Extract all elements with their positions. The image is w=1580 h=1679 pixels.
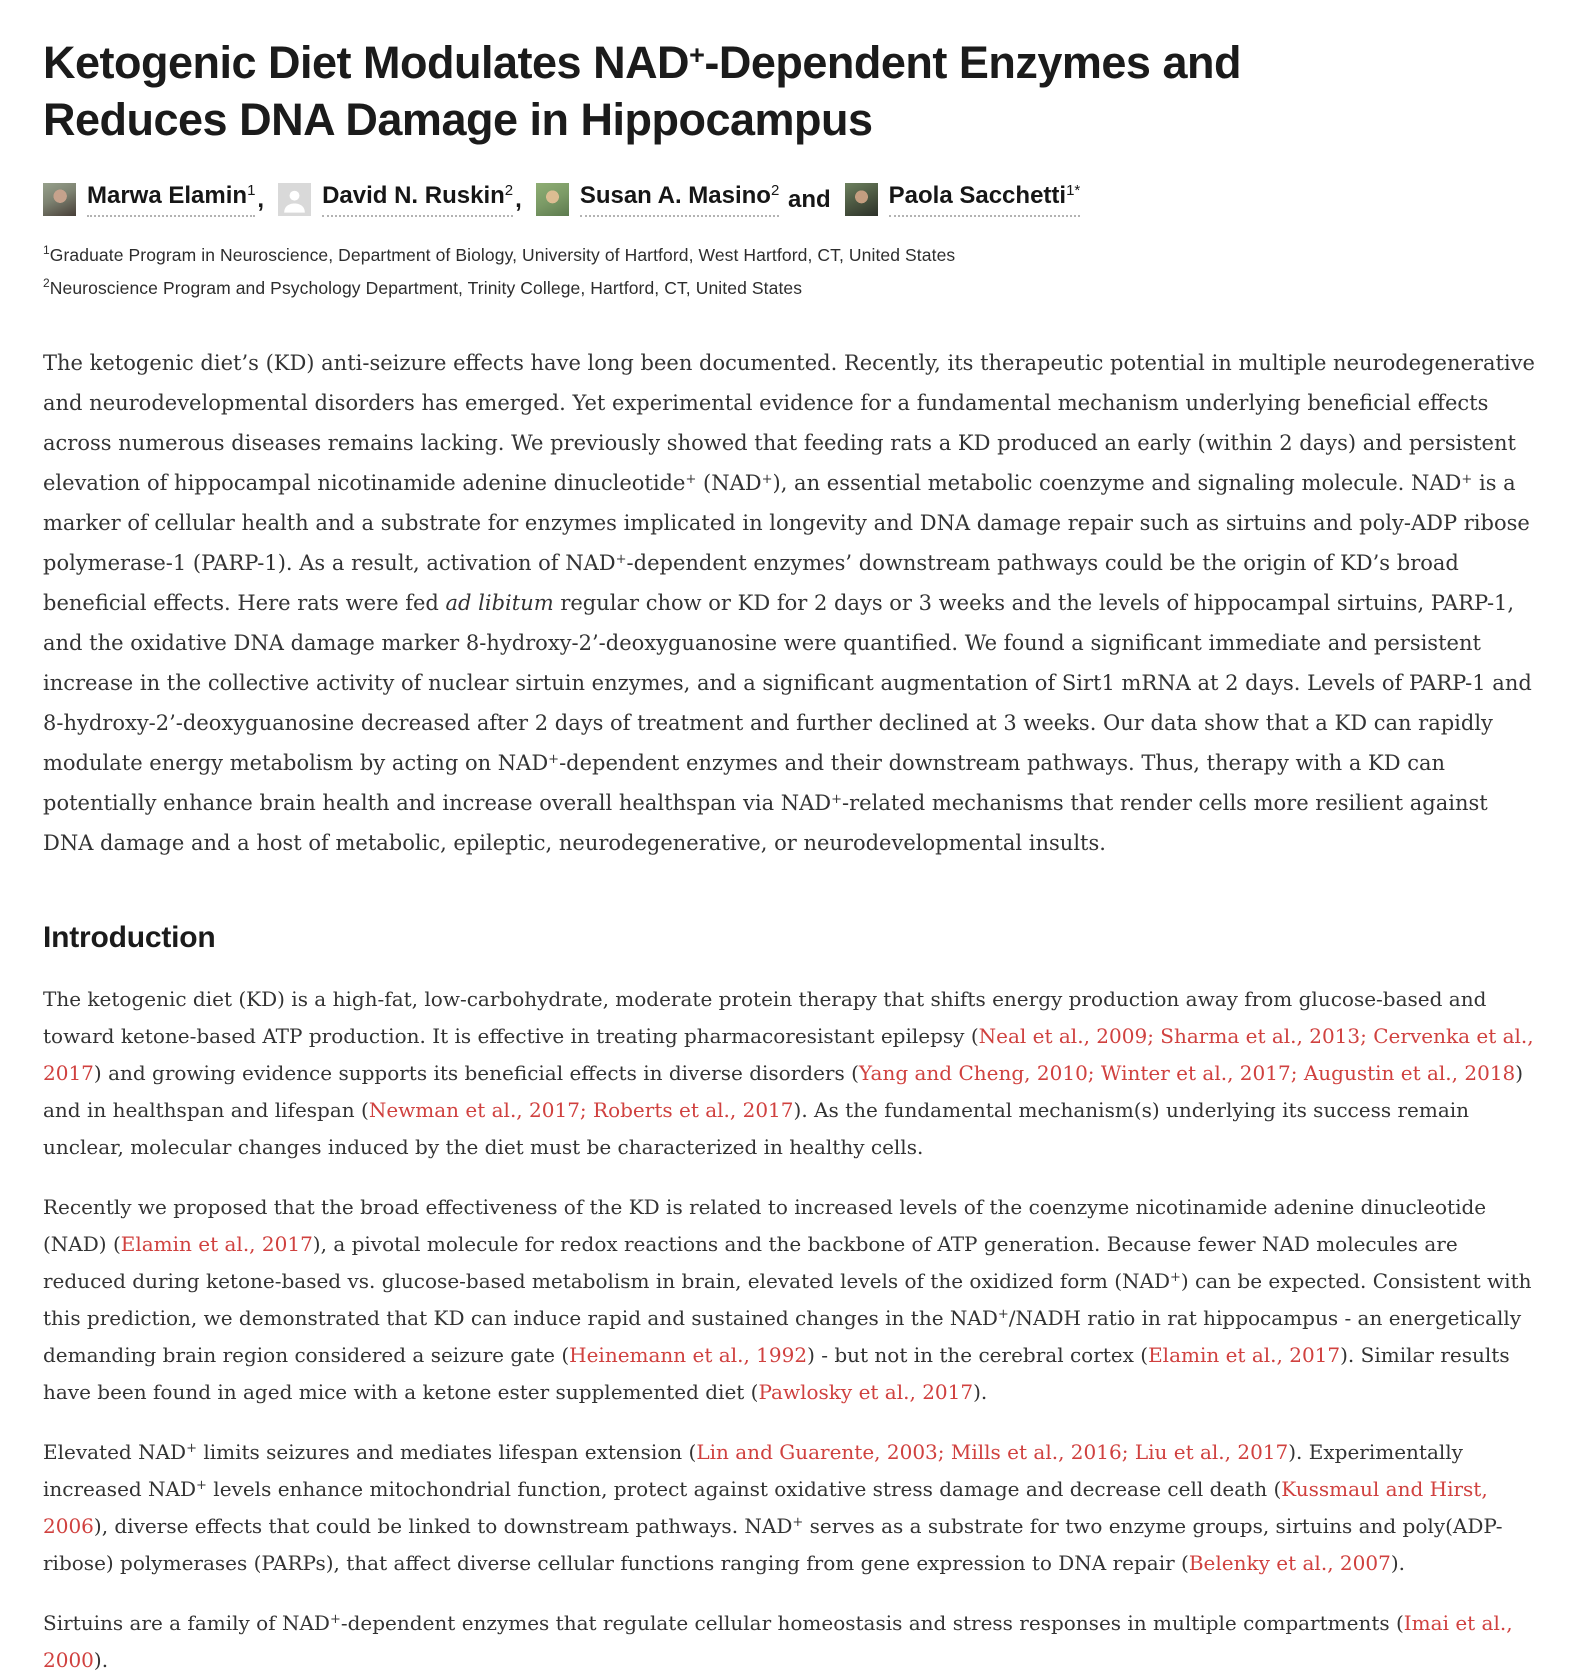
citation-link[interactable]: Elamin et al., 2017	[120, 1232, 313, 1256]
citation-link[interactable]: Kussmaul and Hirst, 2006	[43, 1477, 1488, 1538]
author-sacchetti	[845, 182, 1083, 217]
intro-paragraph-4: Sirtuins are a family of NAD+-dependent enzymes that regulate cellular homeostasis and stress responses in multiple compartments (Imai et al., 2000).	[43, 1611, 1513, 1672]
citation-link[interactable]: Neal et al., 2009	[978, 1024, 1148, 1048]
person-icon	[278, 183, 311, 216]
author-avatar-placeholder[interactable]	[278, 183, 311, 216]
citation-link[interactable]: Belenky et al., 2007	[1188, 1551, 1391, 1575]
citation-link[interactable]: Heinemann et al., 1992	[569, 1343, 808, 1367]
author-separator: ,	[515, 185, 522, 213]
author-separator: ,	[257, 185, 265, 213]
citation-link[interactable]: Cervenka et al., 2017	[43, 1024, 1534, 1085]
author-name-link[interactable]: Susan A. Masino$^2$	[580, 182, 780, 217]
intro-paragraph-2: Recently we proposed that the broad effectiveness of the KD is related to increased levels of the coenzyme nicotinamide adenine dinucleotide (NAD) (Elamin et al., 2017), a pivotal molecule for redox reactions and the backbone of ATP generation. Because fewer NAD molecules are reduced during ketone-based vs. glucose-based metabolism in brain, elevated levels of the oxidized form (NAD+) can be expected. Consistent with this prediction, we demonstrated that KD can induce rapid and sustained changes in the NAD+/NADH ratio in rat hippocampus - an energetically demanding brain region considered a seizure gate (Heinemann et al., 1992) - but not in the cerebral cortex (Elamin et al., 2017). Similar results have been found in aged mice with a ketone ester supplemented diet (Pawlosky et al., 2017).	[43, 1195, 1532, 1404]
affiliation-sup: 1	[43, 243, 50, 257]
citation-link[interactable]: Roberts et al., 2017	[593, 1098, 794, 1122]
citation-separator: ;	[1121, 1440, 1135, 1464]
affiliation-2: $^2$Neuroscience Program and Psychology Department, Trinity College, Hartford, CT, United States	[43, 276, 803, 298]
authors-row	[43, 182, 1537, 217]
author-separator: and	[781, 185, 831, 213]
intro-paragraph-1: The ketogenic diet (KD) is a high-fat, low-carbohydrate, moderate protein therapy that shifts energy production away from glucose-based and toward ketone-based ATP production. It is effective in treating pharmacoresistant epilepsy (Neal et al., 2009; Sharma et al., 2013; Cervenka et al., 2017) and growing evidence supports its beneficial effects in diverse disorders (Yang and Cheng, 2010; Winter et al., 2017; Augustin et al., 2018) and in healthspan and lifespan (Newman et al., 2017; Roberts et al., 2017). As the fundamental mechanism(s) underlying its success remain unclear, molecular changes induced by the diet must be characterized in healthy cells.	[43, 987, 1534, 1159]
author-avatar[interactable]	[536, 183, 569, 216]
introduction-section	[43, 981, 1537, 1672]
intro-paragraph-3: Elevated NAD+ limits seizures and mediates lifespan extension (Lin and Guarente, 2003; Mills et al., 2016; Liu et al., 2017). Experimentally increased NAD+ levels enhance mitochondrial function, protect against oxidative stress damage and decrease cell death (Kussmaul and Hirst, 2006), diverse effects that could be linked to downstream pathways. NAD+ serves as a substrate for two enzyme groups, sirtuins and poly(ADP-ribose) polymerases (PARPs), that affect diverse cellular functions ranging from gene expression to DNA repair (Belenky et al., 2007).	[43, 1440, 1503, 1575]
author-affil-sup: 2	[504, 182, 514, 199]
citation-link[interactable]: Sharma et al., 2013	[1160, 1024, 1361, 1048]
citation-link[interactable]: Mills et al., 2016	[950, 1440, 1122, 1464]
author-name-link[interactable]: Paola Sacchetti$^{1*}$	[889, 182, 1081, 217]
abstract-text: The ketogenic diet’s (KD) anti-seizure effects have long been documented. Recently, its therapeutic potential in multiple neurodegenerative and neurodevelopmental disorders has emerged. Yet experimental evidence for a fundamental mechanism underlying beneficial effects across numerous diseases remains lacking. We previously showed that feeding rats a KD produced an early (within 2 days) and persistent elevation of hippocampal nicotinamide adenine dinucleotide+ (NAD+), an essential metabolic coenzyme and signaling molecule. NAD+ is a marker of cellular health and a substrate for enzymes implicated in longevity and DNA damage repair such as sirtuins and poly-ADP ribose polymerase-1 (PARP-1). As a result, activation of NAD+-dependent enzymes’ downstream pathways could be the origin of KD’s broad beneficial effects. Here rats were fed ad libitum regular chow or KD for 2 days or 3 weeks and the levels of hippocampal sirtuins, PARP-1, and the oxidative DNA damage marker 8-hydroxy-2’-deoxyguanosine were quantified. We found a significant immediate and persistent increase in the collective activity of nuclear sirtuin enzymes, and a significant augmentation of Sirt1 mRNA at 2 days. Levels of PARP-1 and 8-hydroxy-2’-deoxyguanosine decreased after 2 days of treatment and further declined at 3 weeks. Our data show that a KD can rapidly modulate energy metabolism by acting on NAD+-dependent enzymes and their downstream pathways. Thus, therapy with a KD can potentially enhance brain health and increase overall healthspan via NAD+-related mechanisms that render cells more resilient against DNA damage and a host of metabolic, epileptic, neurodegenerative, or neurodevelopmental insults.	[43, 351, 1535, 855]
author-name-link[interactable]: Marwa Elamin$^1$	[87, 182, 255, 217]
citation-separator: ;	[1147, 1024, 1161, 1048]
author-name-link[interactable]: David N. Ruskin$^2$	[322, 182, 513, 217]
affiliations	[43, 239, 1537, 305]
author-affil-sup: 2	[770, 182, 780, 199]
citation-link[interactable]: Pawlosky et al., 2017	[758, 1380, 974, 1404]
affiliation-1: $^1$Graduate Program in Neuroscience, Department of Biology, University of Hartford, West Hartford, CT, United States	[43, 243, 956, 265]
citation-separator: ;	[1087, 1061, 1101, 1085]
author-affil-sup: 1*	[1066, 182, 1081, 199]
author-avatar[interactable]	[845, 183, 878, 216]
citation-link[interactable]: Imai et al., 2000	[43, 1611, 1513, 1672]
citation-link[interactable]: Elamin et al., 2017	[1148, 1343, 1341, 1367]
author-elamin	[43, 182, 264, 217]
citation-separator: ;	[579, 1098, 594, 1122]
intro-paragraph-4-clipped	[43, 1605, 1537, 1672]
paper-title: Ketogenic Diet Modulates NAD+-Dependent Enzymes and Reduces DNA Damage in Hippocampus	[43, 37, 1241, 145]
author-avatar[interactable]	[43, 183, 76, 216]
author-ruskin	[278, 182, 522, 217]
citation-link[interactable]: Liu et al., 2017	[1134, 1440, 1289, 1464]
affiliation-sup: 2	[43, 276, 50, 290]
citation-link[interactable]: Newman et al., 2017	[368, 1098, 580, 1122]
citation-link[interactable]: Winter et al., 2017	[1100, 1061, 1291, 1085]
author-affil-sup: 1	[247, 182, 256, 199]
citation-separator: ;	[1290, 1061, 1304, 1085]
citation-link[interactable]: Lin and Guarente, 2003	[696, 1440, 938, 1464]
citation-link[interactable]: Augustin et al., 2018	[1303, 1061, 1516, 1085]
author-masino	[536, 182, 831, 217]
citation-separator: ;	[1360, 1024, 1374, 1048]
citation-link[interactable]: Yang and Cheng, 2010	[858, 1061, 1088, 1085]
citation-separator: ;	[937, 1440, 951, 1464]
section-heading-introduction: Introduction	[43, 921, 216, 954]
